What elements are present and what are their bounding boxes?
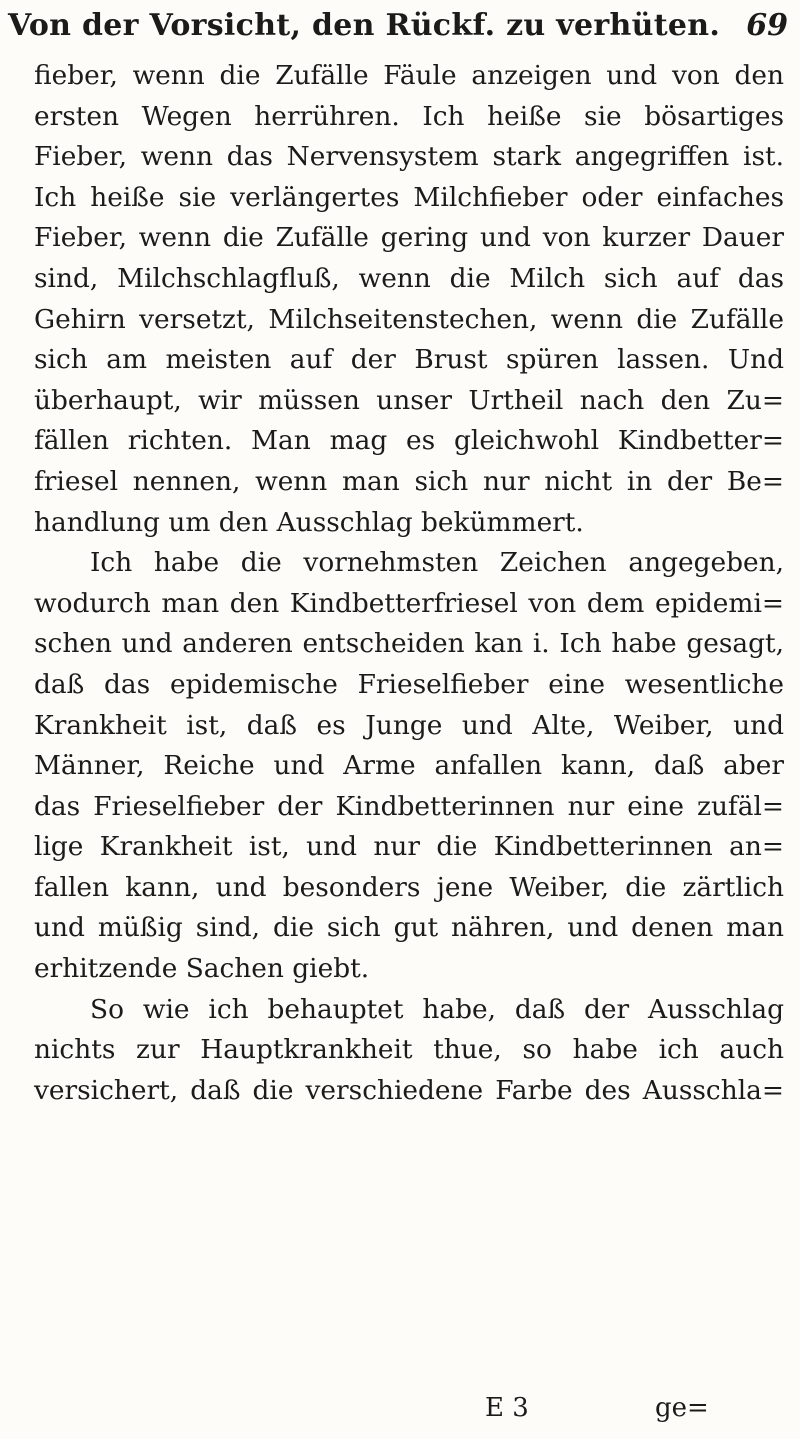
text-line: handlung um den Ausschlag bekümmert. — [34, 506, 584, 538]
page-number: 69 — [746, 8, 788, 43]
text-line: Fieber, wenn das Nervensystem stark angegriffen ist. — [34, 141, 784, 173]
text-line: friesel nennen, wenn man sich nur nicht in der Be= — [34, 465, 784, 497]
text-line: wodurch man den Kindbetterfriesel von dem epidemi= — [34, 587, 784, 619]
text-line: daß das epidemische Frieselfieber eine wesentliche — [34, 668, 784, 700]
text-line: sind, Milchschlagfluß, wenn die Milch sich auf das — [34, 262, 784, 294]
text-line: Gehirn versetzt, Milchseitenstechen, wenn die Zufälle — [34, 303, 784, 335]
catchword: ge= — [655, 1393, 709, 1423]
text-line: und müßig sind, die sich gut nähren, und denen man — [34, 912, 784, 944]
text-line: Krankheit ist, daß es Junge und Alte, Weiber, und — [34, 709, 784, 741]
body-text — [34, 56, 784, 1111]
text-line: das Frieselfieber der Kindbetterinnen nur eine zufäl= — [34, 790, 784, 822]
text-line: ersten Wegen herrühren. Ich heiße sie bösartiges — [34, 100, 784, 132]
text-line: überhaupt, wir müssen unser Urtheil nach den Zu= — [34, 384, 784, 416]
signature-mark: E 3 — [485, 1393, 529, 1423]
text-line: Männer, Reiche und Arme anfallen kann, daß aber — [34, 750, 784, 782]
text-line: versichert, daß die verschiedene Farbe des Ausschla= — [34, 1074, 784, 1106]
text-line: erhitzende Sachen giebt. — [34, 953, 370, 985]
text-line: nichts zur Hauptkrankheit thue, so habe ich auch — [34, 1034, 784, 1066]
text-line: schen und anderen entscheiden kan i. Ich habe gesagt, — [34, 628, 784, 660]
text-line: fallen kann, und besonders jene Weiber, die zärtlich — [34, 871, 784, 903]
text-line: Ich habe die vornehmsten Zeichen angegeben, — [90, 547, 784, 579]
text-line: Fieber, wenn die Zufälle gering und von kurzer Dauer — [34, 222, 784, 254]
page-footer — [0, 1393, 800, 1433]
text-line: lige Krankheit ist, und nur die Kindbetterinnen an= — [34, 831, 784, 863]
page-header — [8, 2, 792, 50]
text-line: sich am meisten auf der Brust spüren lassen. Und — [34, 344, 784, 376]
text-line: fieber, wenn die Zufälle Fäule anzeigen und von den — [34, 60, 784, 91]
text-line: So wie ich behauptet habe, daß der Ausschlag — [90, 993, 784, 1025]
text-line: fällen richten. Man mag es gleichwohl Kindbetter= — [34, 425, 784, 457]
running-head: Von der Vorsicht, den Rückf. zu verhüten. — [8, 8, 721, 43]
text-line: Ich heiße sie verlängertes Milchfieber oder einfaches — [34, 181, 784, 213]
